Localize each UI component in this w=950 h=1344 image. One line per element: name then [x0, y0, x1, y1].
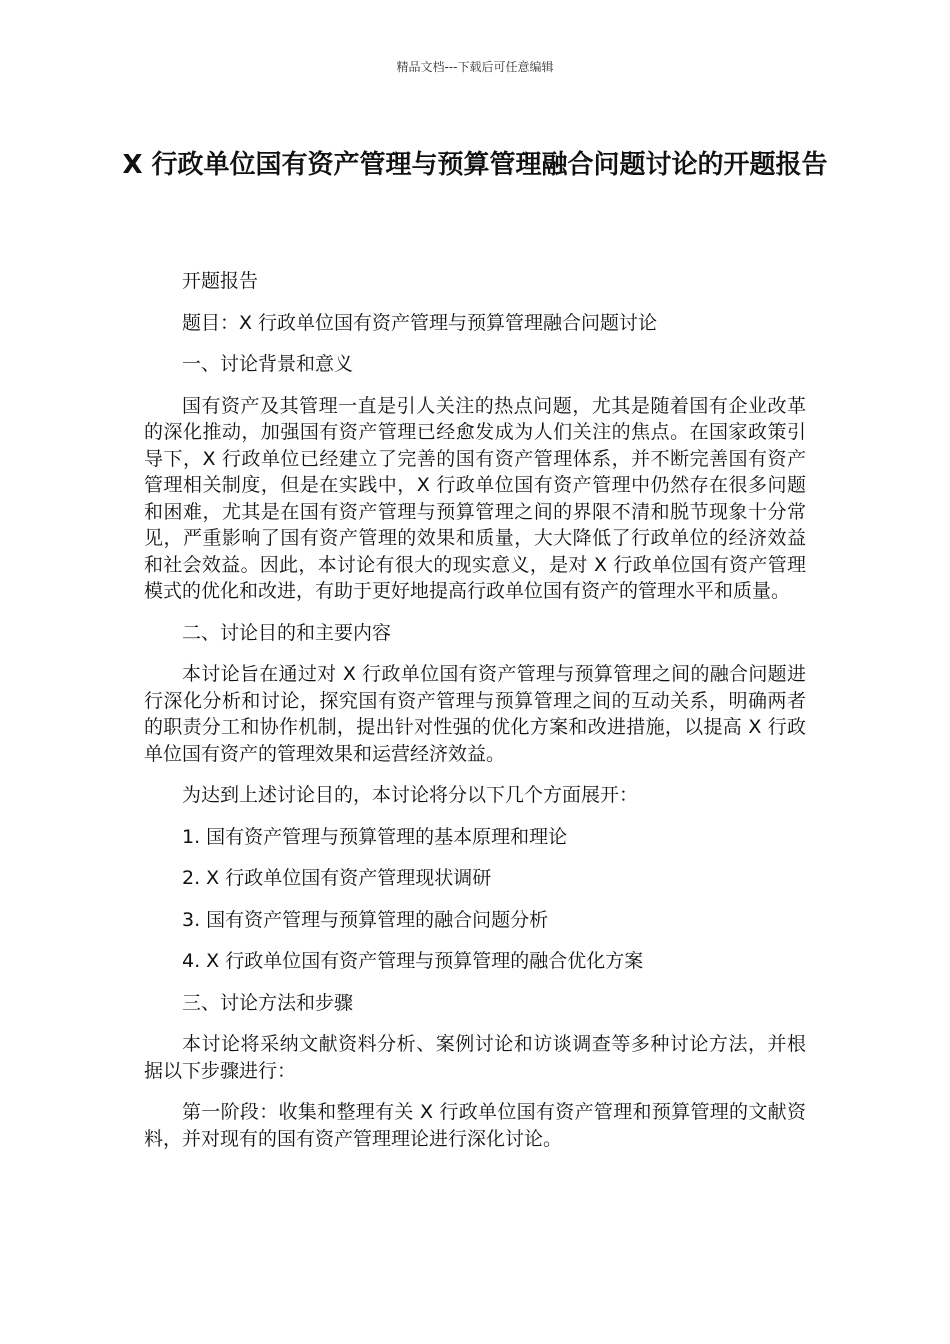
document-body: [144, 268, 806, 1167]
list-item: 2. X 行政单位国有资产管理现状调研: [182, 867, 492, 889]
body-paragraph: 为达到上述讨论目的，本讨论将分以下几个方面展开：: [182, 784, 639, 806]
section-heading-1: 一、讨论背景和意义: [182, 353, 354, 375]
page-header-note: 精品文档---下载后可任意编辑: [396, 60, 554, 74]
body-paragraph: 本讨论旨在通过对 X 行政单位国有资产管理与预算管理之间的融合问题进行深化分析和讨论，探究国有资产管理与预算管理之间的互动关系，明确两者的职责分工和协作机制，提出针对性强的优化方案和改进措施，以提高 X 行政单位国有资产的管理效果和运营经济效益。: [144, 663, 806, 765]
document-title: X 行政单位国有资产管理与预算管理融合问题讨论的开题报告: [122, 150, 828, 180]
body-paragraph: 第一阶段：收集和整理有关 X 行政单位国有资产管理和预算管理的文献资料，并对现有的国有资产管理理论进行深化讨论。: [144, 1101, 806, 1150]
list-item: 1. 国有资产管理与预算管理的基本原理和理论: [182, 825, 568, 848]
section-label: 开题报告: [182, 270, 259, 292]
list-item: 4. X 行政单位国有资产管理与预算管理的融合优化方案: [182, 950, 644, 972]
body-paragraph: 国有资产及其管理一直是引人关注的热点问题，尤其是随着国有企业改革的深化推动，加强国有资产管理已经愈发成为人们关注的焦点。在国家政策引导下，X 行政单位已经建立了完善的国有资产管理体系，并不断完善国有资产管理相关制度，但是在实践中，X 行政单位国有资产管理中仍然存在很多问题和困难，尤其是在国有资产管理与预算管理之间的界限不清和脱节现象十分常见，严重影响了国有资产管理的效果和质量，大大降低了行政单位的经济效益和社会效益。因此，本讨论有很大的现实意义，是对 X 行政单位国有资产管理模式的优化和改进，有助于更好地提高行政单位国有资产的管理水平和质量。: [144, 394, 806, 602]
topic-line: 题目：X 行政单位国有资产管理与预算管理融合问题讨论: [182, 311, 658, 334]
section-heading-2: 二、讨论目的和主要内容: [182, 621, 392, 644]
body-paragraph: 本讨论将采纳文献资料分析、案例讨论和访谈调查等多种讨论方法，并根据以下步骤进行：: [144, 1033, 806, 1082]
list-item: 3. 国有资产管理与预算管理的融合问题分析: [182, 908, 549, 931]
section-heading-3: 三、讨论方法和步骤: [182, 991, 354, 1014]
